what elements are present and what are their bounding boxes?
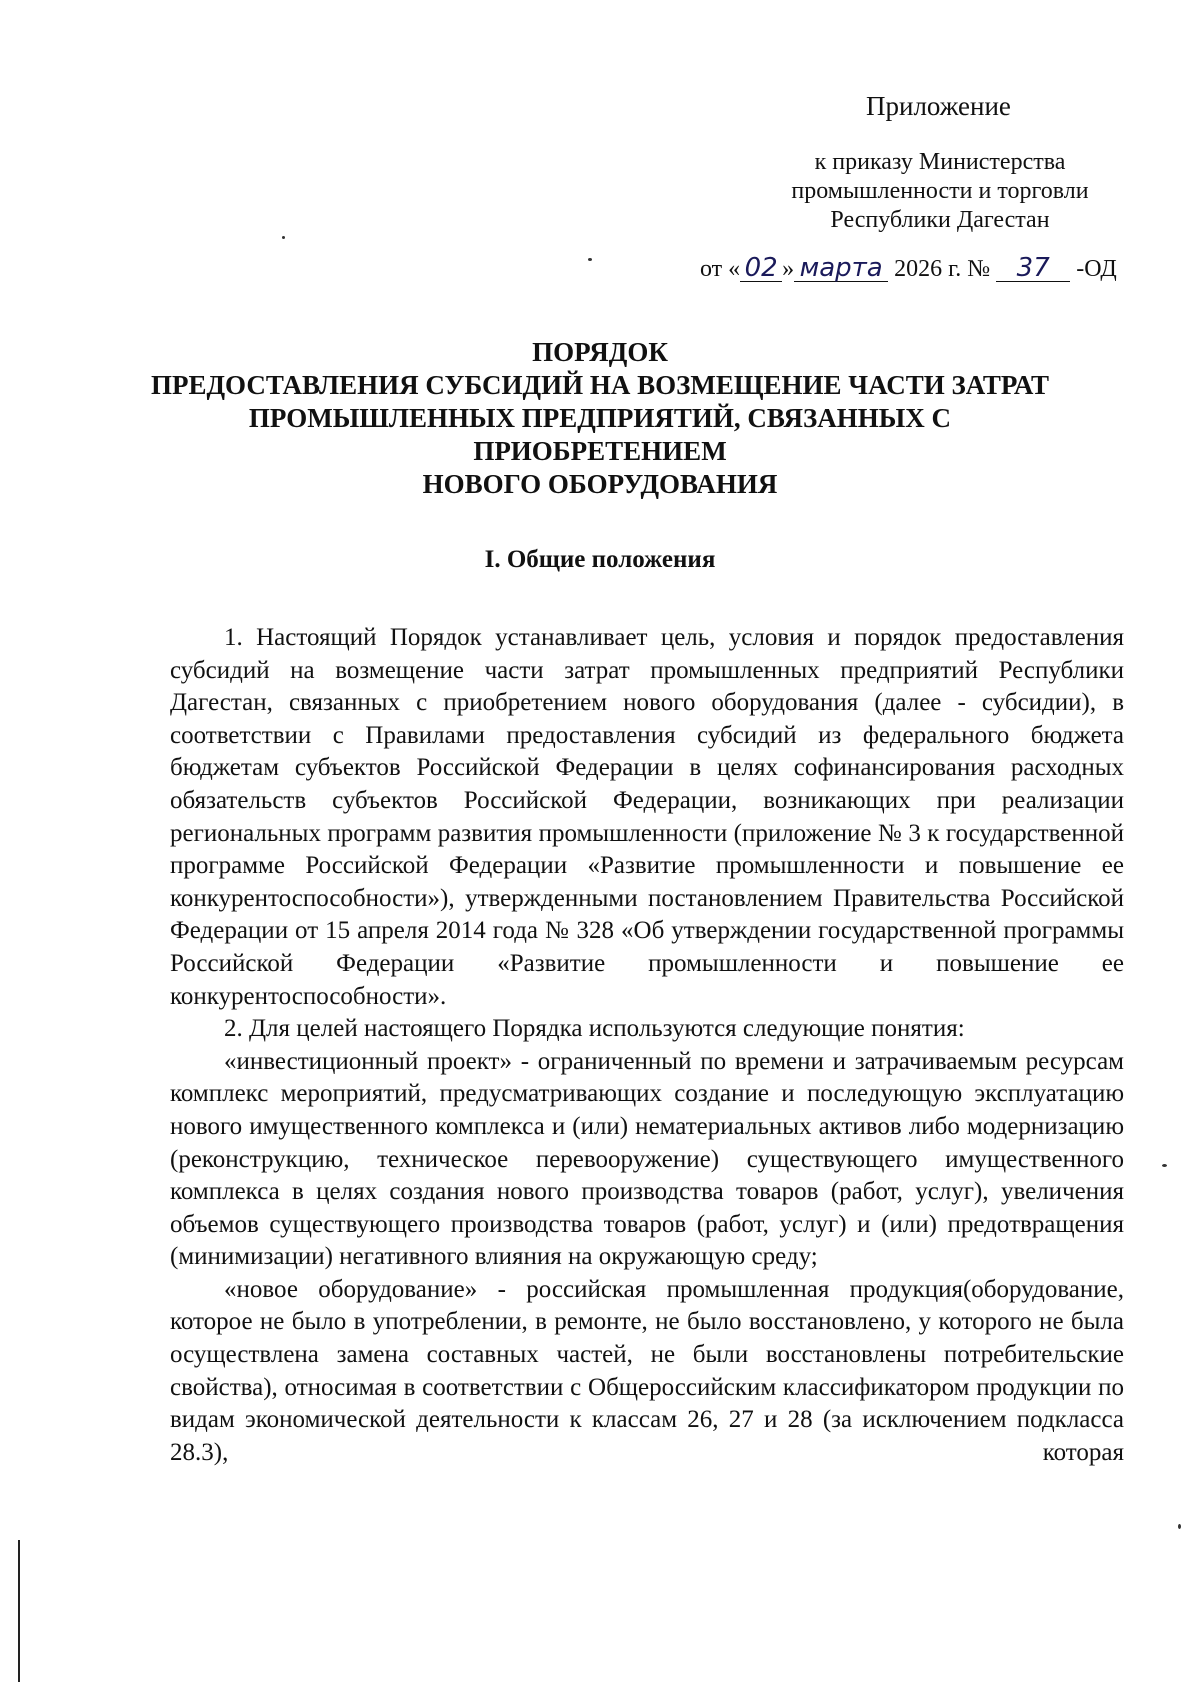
document-title — [150, 336, 1050, 501]
appendix-line: к приказу Министерства — [814, 149, 1066, 175]
document-body — [170, 622, 1124, 1469]
handwritten-month: марта — [794, 255, 888, 282]
handwritten-number: 37 — [996, 255, 1070, 282]
title-line: ПОРЯДОК — [532, 337, 668, 367]
scan-speck — [1178, 1524, 1181, 1529]
paragraph-2: 2. Для целей настоящего Порядка используются следующие понятия: — [224, 1015, 965, 1043]
appendix-reference — [780, 148, 1100, 235]
appendix-line: промышленности и торговли — [791, 178, 1089, 204]
order-suffix: -ОД — [1076, 256, 1117, 282]
order-prefix: от « — [700, 256, 741, 282]
paragraph-definition-equipment: «новое оборудование» - российская промышленная продукция(оборудование, которое не было в употреблении, в ремонте, не было восстановлено, у которого не была осуществлена замена составных частей, не были восстановлены потребительские свойства), относимая в соответствии с Общероссийским классификатором продукции по видам экономической деятельности к классам 26, 27 и 28 (за исключением подкласса 28.3), которая — [170, 1275, 1124, 1466]
handwritten-day: 02 — [740, 255, 782, 282]
paragraph-1: 1. Настоящий Порядок устанавливает цель, условия и порядок предоставления субсидий на возмещение части затрат промышленных предприятий Республики Дагестан, связанных с приобретением нового оборудования (далее - субсидии), в соответствии с Правилами предоставления субсидий из федерального бюджета бюджетам субъектов Российской Федерации в целях софинансирования расходных обязательств субъектов Российской Федерации, возникающих при реализации региональных программ развития промышленности (приложение № 3 к государственной программе Российской Федерации «Развитие промышленности и повышение ее конкурентоспособности»), утвержденными постановлением Правительства Российской Федерации от 15 апреля 2014 года № 328 «Об утверждении государственной программы Российской Федерации «Развитие промышленности и повышение ее конкурентоспособности». — [170, 624, 1124, 1010]
order-mid: » — [782, 256, 795, 282]
paragraph-definition-investment: «инвестиционный проект» - ограниченный по времени и затрачиваемым ресурсам комплекс мероприятий, предусматривающих создание и последующую эксплуатацию нового имущественного комплекса и (или) нематериальных активов либо модернизацию (реконструкцию, техническое перевооружение) существующего имущественного комплекса в целях создания нового производства товаров (работ, услуг), увеличения объемов существующего производства товаров (работ, услуг) и (или) предотвращения (минимизации) негативного влияния на окружающую среду; — [170, 1047, 1124, 1271]
title-line: ПРЕДОСТАВЛЕНИЯ СУБСИДИЙ НА ВОЗМЕЩЕНИЕ ЧАСТИ ЗАТРАТ — [150, 370, 1050, 400]
scan-margin-line — [18, 1540, 20, 1682]
scan-speck — [1162, 1164, 1167, 1167]
scan-speck — [588, 258, 592, 261]
order-date-number — [700, 253, 1117, 284]
title-line: ПРИОБРЕТЕНИЕМ — [473, 436, 727, 466]
title-line: ПРОМЫШЛЕННЫХ ПРЕДПРИЯТИЙ, СВЯЗАННЫХ С — [248, 403, 952, 433]
section-title: I. Общие положения — [484, 546, 716, 573]
appendix-title: Приложение — [866, 91, 1011, 121]
appendix-line: Республики Дагестан — [830, 207, 1050, 233]
scan-speck — [282, 236, 285, 239]
title-line: НОВОГО ОБОРУДОВАНИЯ — [422, 469, 778, 499]
order-year: 2026 г. № — [894, 256, 991, 282]
